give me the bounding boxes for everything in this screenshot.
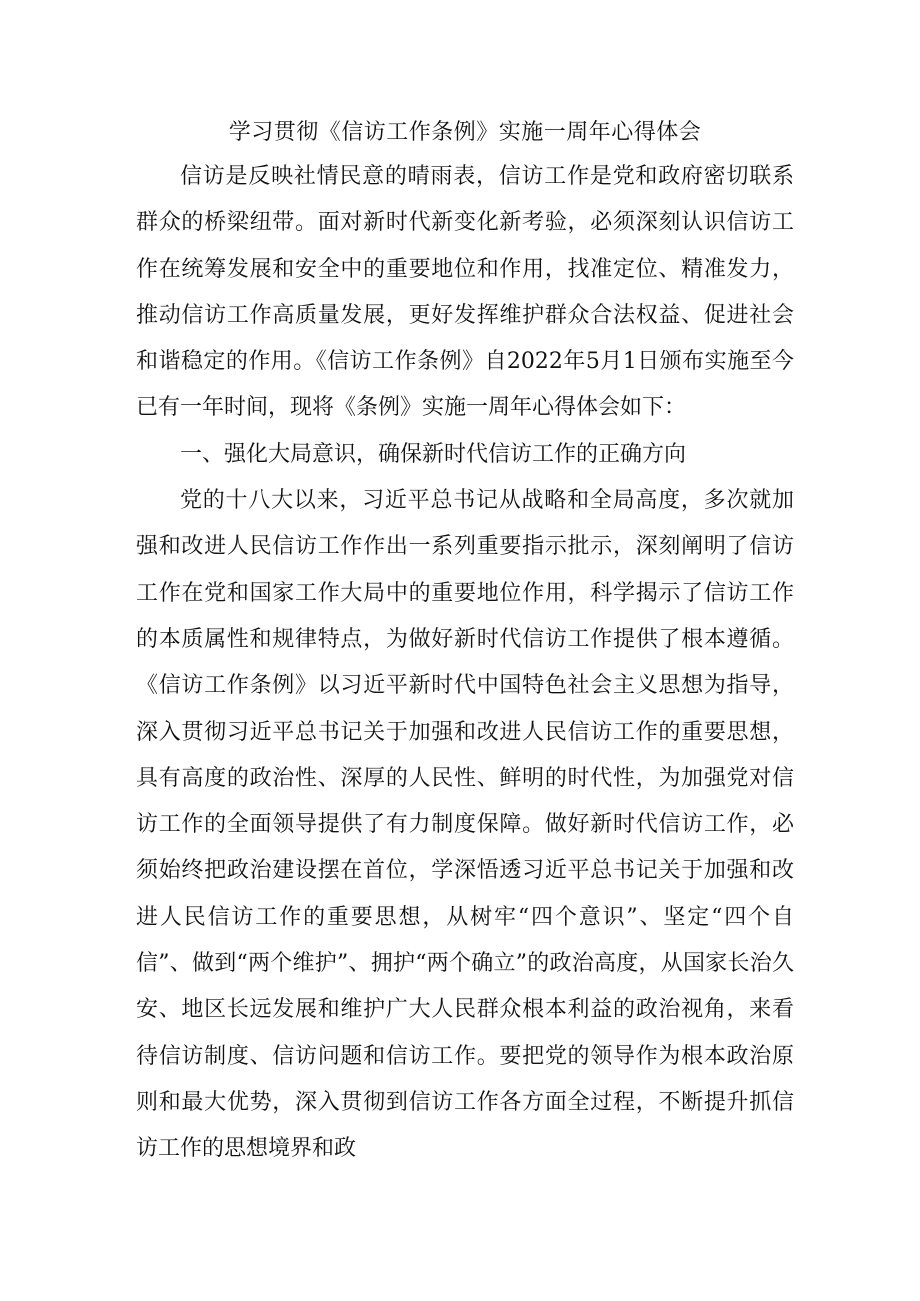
document-title: 学习贯彻《信访工作条例》实施一周年心得体会 [228, 120, 702, 145]
intro-paragraph: 信访是反映社情民意的晴雨表，信访工作是党和政府密切联系群众的桥梁纽带。面对新时代新变化新考验，必须深刻认识信访工作在统筹发展和安全中的重要地位和作用，找准定位、精准发力，推动信访工作高质量发展，更好发挥维护群众合法权益、促进社会和谐稳定的作用。《信访工作条例》自2022年5月1日颁布实施至今已有一年时间，现将《条例》实施一周年心得体会如下： [136, 164, 794, 421]
section-heading: 一、强化大局意识，确保新时代信访工作的正确方向 [180, 441, 687, 467]
document-body [136, 116, 794, 1173]
section-paragraph: 党的十八大以来，习近平总书记从战略和全局高度，多次就加强和改进人民信访工作作出一系列重要指示批示，深刻阐明了信访工作在党和国家工作大局中的重要地位作用，科学揭示了信访工作的本质属性和规律特点，为做好新时代信访工作提供了根本遵循。《信访工作条例》以习近平新时代中国特色社会主义思想为指导，深入贯彻习近平总书记关于加强和改进人民信访工作的重要思想，具有高度的政治性、深厚的人民性、鲜明的时代性，为加强党对信访工作的全面领导提供了有力制度保障。做好新时代信访工作，必须始终把政治建设摆在首位，学深悟透习近平总书记关于加强和改进人民信访工作的重要思想，从树牢“四个意识”、坚定“四个自信”、做到“两个维护”、拥护“两个确立”的政治高度，从国家长治久安、地区长远发展和维护广大人民群众根本利益的政治视角，来看待信访制度、信访问题和信访工作。要把党的领导作为根本政治原则和最大优势，深入贯彻到信访工作各方面全过程，不断提升抓信访工作的思想境界和政 [136, 488, 794, 1162]
